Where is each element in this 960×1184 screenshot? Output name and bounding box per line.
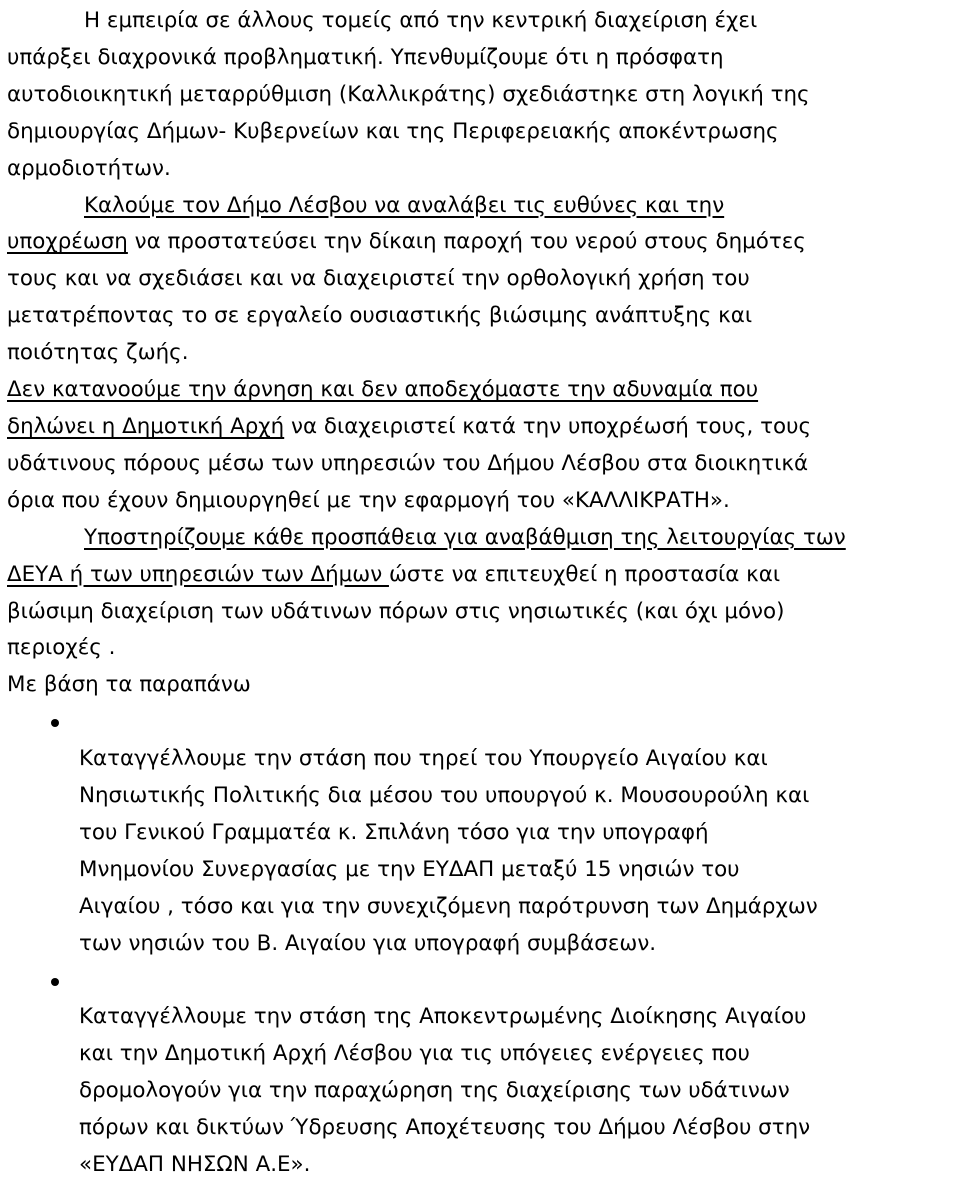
list-item-ministry-text: Καταγγέλλουμε την στάση που τηρεί του Υπουργείο Αιγαίου και Νησιωτικής Πολιτικής δια μέσου του υπουργού κ. Μουσουρούλη και του Γενικού Γραμματέα κ. Σπιλάνη τόσο για την υπογραφή Μνημονίου Συνεργασίας με την ΕΥΔΑΠ μεταξύ 15 νησιών του Αιγαίου , τόσο και για την συνεχιζόμενη παρότρυνση των Δημάρχων των νησιών του Β. Αιγαίου για υπογραφή συμβάσεων.: [79, 746, 818, 956]
paragraph-refusal-underlined: Δεν κατανοούμε την άρνηση και δεν αποδεχόμαστε την αδυναμία που δηλώνει η Δημοτική Αρχή: [7, 377, 759, 439]
bullet-icon: [51, 719, 59, 727]
paragraph-call-to-municipality: [7, 188, 950, 373]
paragraph-call-rest: να προστατεύσει την δίκαιη παροχή του νερού στους δημότες τους και να σχεδιάσει και να διαχειριστεί την ορθολογική χρήση του μετατρέποντας το σε εργαλείο ουσιαστικής βιώσιμης ανάπτυξης και ποιότητας ζωής.: [7, 229, 806, 366]
paragraph-call-underlined: Καλούμε τον Δήμο Λέσβου να αναλάβει τις ευθύνες και την υποχρέωση: [7, 192, 725, 255]
paragraph-support-underlined: Υποστηρίζουμε κάθε προσπάθεια για αναβάθμιση της λειτουργίας των ΔΕΥΑ ή των υπηρεσιών των Δήμων: [7, 524, 846, 587]
list-item-ministry: [7, 704, 950, 962]
bullet-icon: [51, 978, 59, 986]
paragraph-based-on-above: Με βάση τα παραπάνω: [7, 672, 251, 698]
paragraph-central-management-text: Η εμπειρία σε άλλους τομείς από την κεντρική διαχείριση έχει υπάρξει διαχρονικά προβληματική. Υπενθυμίζουμε ότι η πρόσφατη αυτοδιοικητική μεταρρύθμιση (Καλλικράτης) σχεδιάστηκε στη λογική της δημιουργίας Δήμων- Κυβερνείων και της Περιφερειακής αποκέντρωσης αρμοδιοτήτων.: [7, 8, 810, 181]
paragraph-support-rest: ώστε να επιτευχθεί η προστασία και βιώσιμη διαχείριση των υδάτινων πόρων στις νησιωτικές (και όχι μόνο) περιοχές .: [7, 561, 785, 661]
paragraph-refusal: [7, 372, 950, 520]
paragraph-support-deya: [7, 520, 950, 668]
paragraph-refusal-rest: να διαχειριστεί κατά την υποχρέωσή τους, τους υδάτινους πόρους μέσω των υπηρεσιών του Δήμου Λέσβου στα διοικητικά όρια που έχουν δημιουργηθεί με την εφαρμογή του «ΚΑΛΛΙΚΡΑΤΗ».: [7, 413, 812, 513]
denunciations-list: [7, 704, 950, 1184]
paragraph-central-management: [7, 3, 950, 188]
list-item-administration: [7, 963, 950, 1184]
list-item-administration-text: Καταγγέλλουμε την στάση της Αποκεντρωμένης Διοίκησης Αιγαίου και την Δημοτική Αρχή Λέσβου για τις υπόγειες ενέργειες που δρομολογούν για την παραχώρηση της διαχείρισης των υδάτινων πόρων και δικτύων Ύδρευσης Αποχέτευσης του Δήμου Λέσβου στην «ΕΥΔΑΠ ΝΗΣΩΝ Α.Ε».: [79, 1004, 811, 1178]
